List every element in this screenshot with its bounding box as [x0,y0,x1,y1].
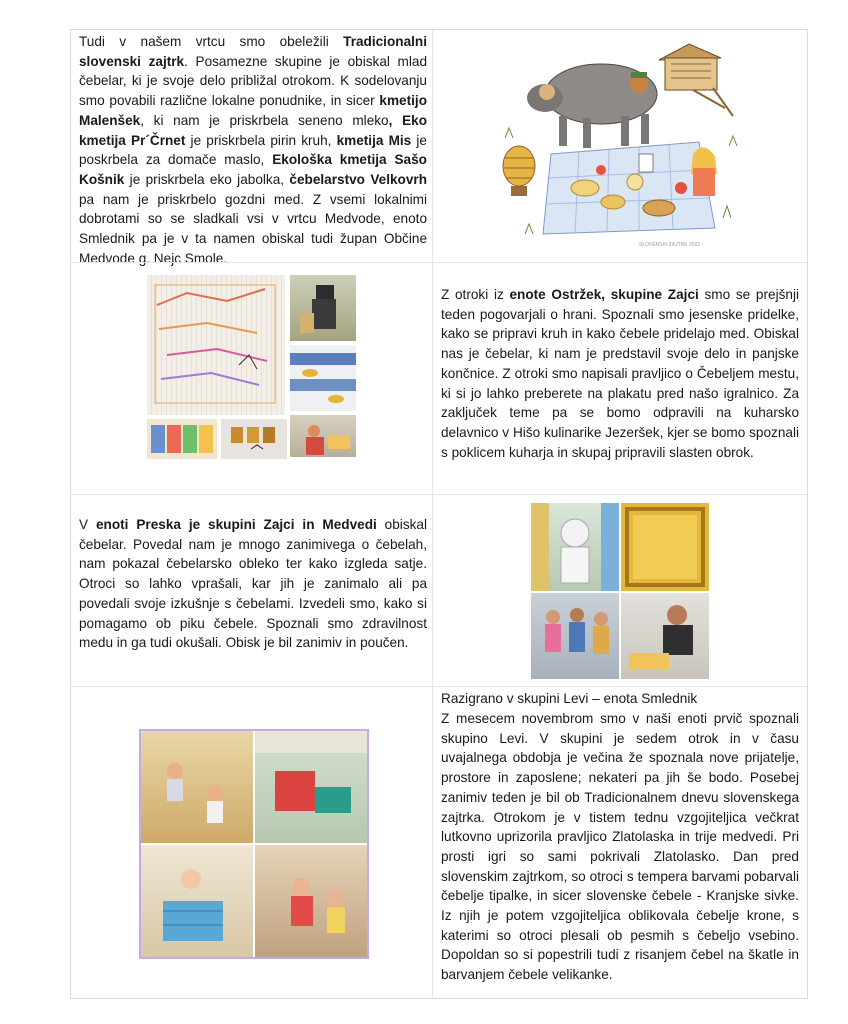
photo-collage-cell [71,263,433,495]
children-drawing-photo [147,275,285,415]
breakfast-article-text [79,32,431,268]
text-cell [433,687,807,999]
bees-craft-photo [290,345,356,411]
levi-article-heading: Razigrano v skupini Levi – enota Smlednik [441,691,698,706]
row-traditional-breakfast [71,30,807,266]
text-run: Z mesecem novembrom smo v naši enoti prvič spoznali skupino Levi. V skupini je sedem otrok in v času uvajalnega obdobja je večina že spoznala nove prijatelje, prostore in zaposlene; nekateri pa jih še bodo. Posebej zanimiv teden je bil ob Tradicionalnem dnevu slovenskega zajtrka. Otrokom je v tistem tednu vzgojiteljica večkrat lutkovno uprizorila pravljico Zlatolaska in trije medvedi. Pri prosti igri so sami pokrivali Zlatolasko. Dan pred slovenskim zajtrkom, so otroci s tempera barvami pobarvali čebelje tipalke, in sicer slovenske čebele - Kranjske sivke. Iz njih je potem vzgojiteljica oblikovala čebelje krone, s katerimi so otroci plesali ob pesmih s čebeljo vsebino. Dopoldan so si popestrili tudi z risanjem čebel na škatle in barvanjem čebele velikanke. [441,711,803,983]
preska-article-text [79,515,431,653]
bold-phrase: enote Ostržek, skupine Zajci [509,287,699,302]
text-run: je priskrbela eko jabolka, [124,171,290,187]
children-group-photo [531,593,619,679]
bold-phrase: enoti Preska je skupini Zajci in Medvedi [95,517,377,532]
bold-phrase: Tradicionalni slovenski zajtrk [79,34,431,69]
photo-collage-cell [433,495,807,687]
girl-drawing [691,147,717,196]
breakfast-picnic-illustration [489,38,755,252]
text-run: je priskrbela pirin kruh, [185,132,337,148]
ostrzek-article-text [441,285,803,462]
levi-article-text [441,709,803,985]
text-run: pa nam je priskrbelo gozdni med. Z vsemi lokalnimi dobrotami so se sladkali vsi v vrtcu Medvode, enoto Smlednik pa je v ta namen obiskal tudi župan Občine Medvode g. Nejc Smole. [79,171,431,266]
children-playroom-photo [141,731,253,843]
bold-phrase: Ekološka kmetija Sašo Košnik [79,152,431,187]
row-ostrzek-zajci [71,262,807,495]
row-levi-smlednik [71,686,807,999]
text-run: . Posamezne skupine je obiskal mlad čebelar, ki je svoje delo približal otrokom. K sodelovanju smo povabili različne lokalne ponudnike, in sicer [79,53,431,109]
text-run: Tudi v našem vrtcu smo obeležili [79,34,344,49]
play-furniture-photo [255,731,367,843]
text-cell [71,30,433,266]
bold-phrase: kmetijo Malenšek [79,93,431,128]
row-preska [71,494,807,687]
class-activity-photo [290,415,356,457]
bold-phrase: , Eko kmetija Pr´Črnet [79,112,431,148]
beekeeper-visit-photo [290,275,356,341]
text-run: , ki nam je priskrbela seneno mleko [140,112,389,128]
text-cell [433,263,807,495]
text-run: obiskal čebelar. Povedal nam je mnogo zanimivega o čebelah, nam pokazal čebelarsko obleko ter kako izgleda satje. Otroci so lahko vprašali, kar jih je zanimalo ali pa povedali svoje izkušnje s čebelami. Izvedeli smo, kako si pomagamo ob piku čebele. Spoznali smo zdravilnost medu in ga tudi okušali. Obisk je bil zanimiv in poučen. [79,517,431,651]
children-crafts-photo [255,845,367,957]
text-cell [71,495,433,687]
photo-collage-cell [71,687,433,999]
text-run: smo se prejšnji teden pogovarjali o hrani. Spoznali smo jesenske pridelke, kako se pripravi kruh in kako čebele pridelajo med. Obiskal nas je čebelar, ki nam je predstavil svoje delo in panjske končnice. Z otroki smo napisali pravljico o Čebeljem mestu, ki si jo lahko preberete na plakatu pred našo igralnico. Za zaključek teme pa se bomo odpravili na kuharsko delavnico v Hišo kulinarike Jezeršek, kjer se bomo spoznali s poklicem kuharja in skupaj pripravili slasten obrok. [441,287,803,460]
illustration-caption: SLOVENSKI ZAJTRK 2022 [639,242,701,248]
honeycomb-frame-photo [621,503,709,591]
beehive-panels-photo [147,419,217,459]
text-run: je poskrbela za domače maslo, [79,132,431,168]
bold-phrase: čebelarstvo Velkovrh [289,171,427,187]
bold-phrase: kmetija Mis [336,132,412,148]
honey-tasting-photo [621,593,709,679]
newsletter-table [70,29,808,999]
toddler-blanket-photo [141,845,253,957]
levi-photo-collage [139,729,369,959]
beekeeper-suit-photo [531,503,619,591]
text-run: V [79,517,96,532]
text-run: Z otroki iz [441,287,510,302]
honey-jars-photo [221,419,287,459]
illustration-cell [433,30,807,262]
